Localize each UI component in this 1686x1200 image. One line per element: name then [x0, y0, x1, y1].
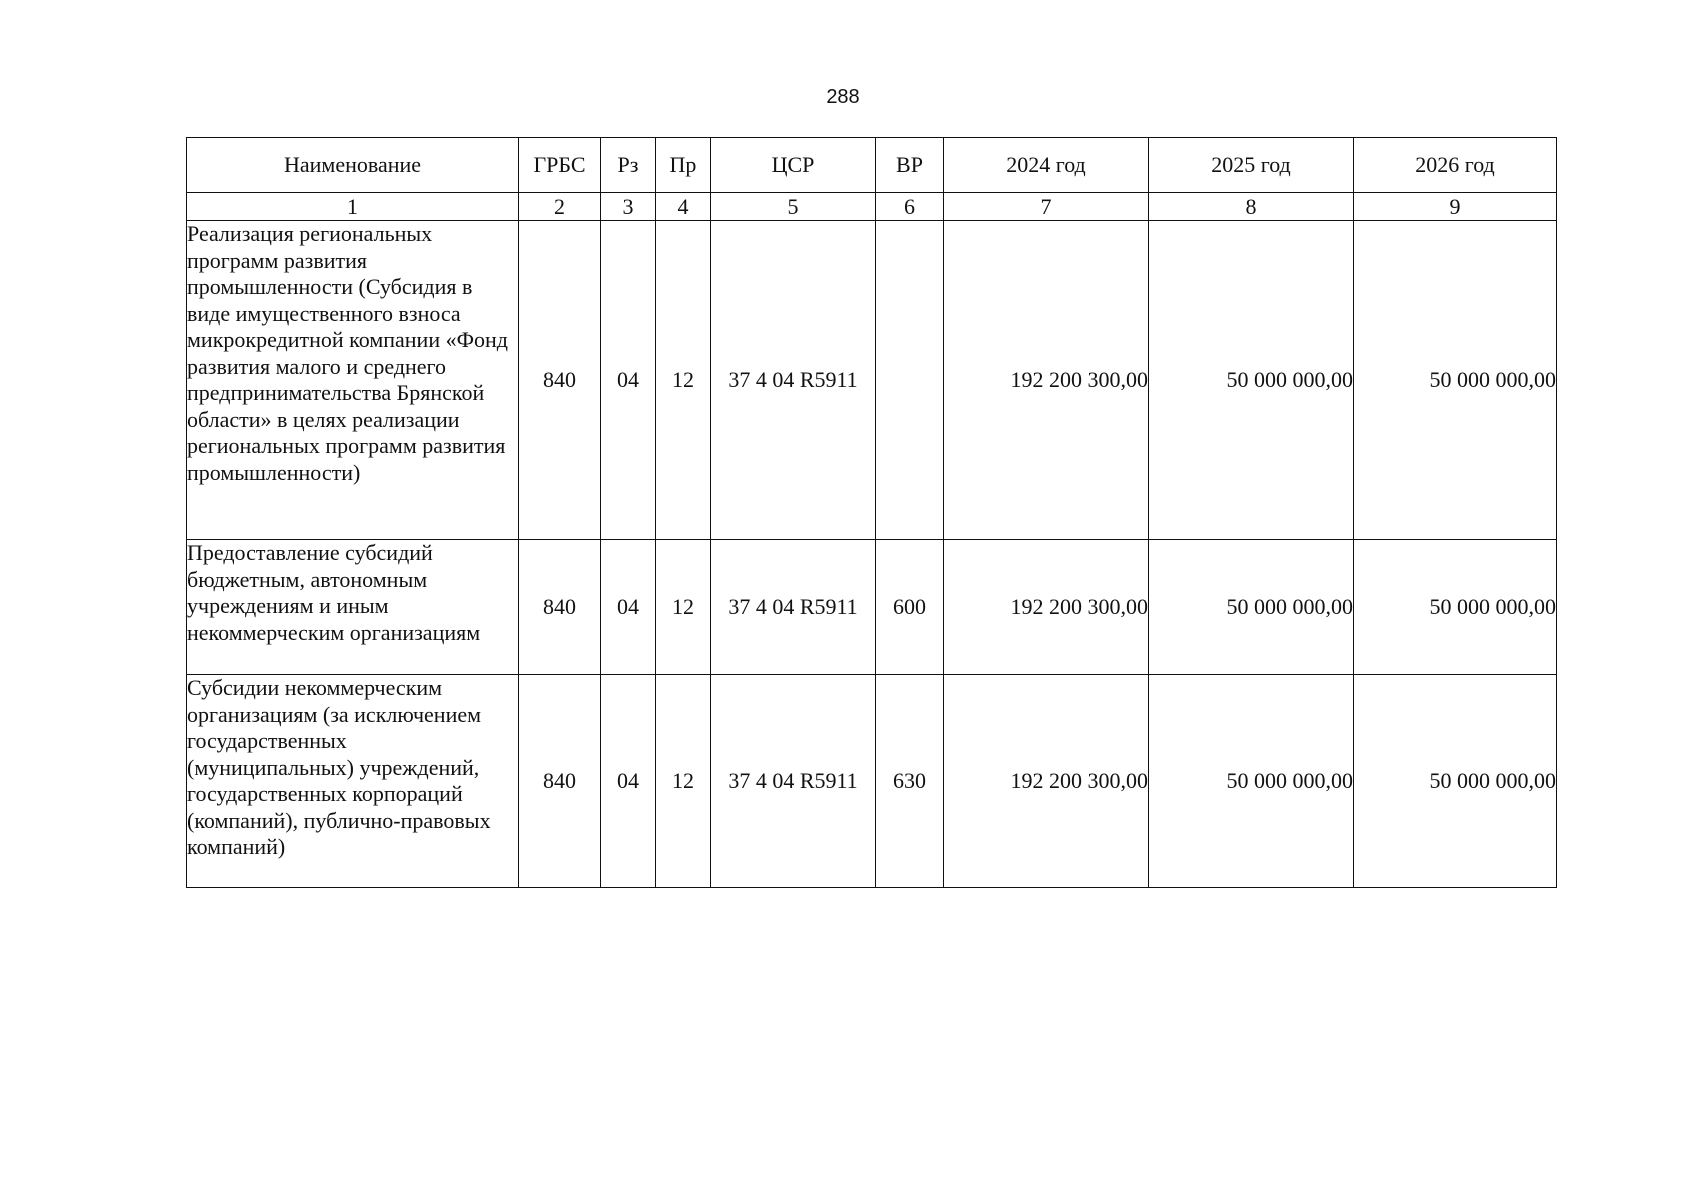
header-2025: 2025 год	[1149, 138, 1354, 193]
table-row	[187, 221, 1557, 540]
cell-2026: 50 000 000,00	[1354, 675, 1557, 888]
table-row	[187, 675, 1557, 888]
cell-name: Реализация региональных программ развития промышленности (Субсидия в виде имущественного взноса микрокредитной компании «Фонд развития малого и среднего предпринимательства Брянской области» в целях реализации региональных программ развития промышленности)	[187, 221, 519, 540]
column-number: 8	[1149, 193, 1354, 221]
cell-rz: 04	[601, 221, 656, 540]
cell-2024: 192 200 300,00	[944, 221, 1149, 540]
header-pr: Пр	[656, 138, 711, 193]
cell-vr: 600	[876, 540, 944, 675]
cell-2024: 192 200 300,00	[944, 675, 1149, 888]
header-2026: 2026 год	[1354, 138, 1557, 193]
header-rz: Рз	[601, 138, 656, 193]
cell-grbs: 840	[519, 221, 601, 540]
cell-2025: 50 000 000,00	[1149, 675, 1354, 888]
cell-grbs: 840	[519, 540, 601, 675]
cell-name: Предоставление субсидий бюджетным, автономным учреждениям и иным некоммерческим организациям	[187, 540, 519, 675]
cell-csr: 37 4 04 R5911	[711, 540, 876, 675]
cell-pr: 12	[656, 221, 711, 540]
page-number: 288	[826, 86, 860, 108]
cell-rz: 04	[601, 675, 656, 888]
cell-csr: 37 4 04 R5911	[711, 675, 876, 888]
column-number: 5	[711, 193, 876, 221]
header-csr: ЦСР	[711, 138, 876, 193]
column-number: 4	[656, 193, 711, 221]
cell-pr: 12	[656, 540, 711, 675]
header-grbs: ГРБС	[519, 138, 601, 193]
cell-2025: 50 000 000,00	[1149, 540, 1354, 675]
header-vr: ВР	[876, 138, 944, 193]
cell-rz: 04	[601, 540, 656, 675]
cell-grbs: 840	[519, 675, 601, 888]
header-2024: 2024 год	[944, 138, 1149, 193]
table-row	[187, 540, 1557, 675]
cell-2026: 50 000 000,00	[1354, 540, 1557, 675]
column-number: 7	[944, 193, 1149, 221]
cell-2026: 50 000 000,00	[1354, 221, 1557, 540]
cell-2025: 50 000 000,00	[1149, 221, 1354, 540]
column-number: 9	[1354, 193, 1557, 221]
cell-vr	[876, 221, 944, 540]
cell-name: Субсидии некоммерческим организациям (за исключением государственных (муниципальных) учреждений, государственных корпораций (компаний), публично-правовых компаний)	[187, 675, 519, 888]
header-name: Наименование	[187, 138, 519, 193]
column-number: 1	[187, 193, 519, 221]
column-number: 6	[876, 193, 944, 221]
column-number: 3	[601, 193, 656, 221]
column-number: 2	[519, 193, 601, 221]
column-number-row	[187, 193, 1557, 221]
cell-pr: 12	[656, 675, 711, 888]
cell-csr: 37 4 04 R5911	[711, 221, 876, 540]
budget-table	[186, 137, 1557, 888]
header-row	[187, 138, 1557, 193]
cell-2024: 192 200 300,00	[944, 540, 1149, 675]
cell-vr: 630	[876, 675, 944, 888]
